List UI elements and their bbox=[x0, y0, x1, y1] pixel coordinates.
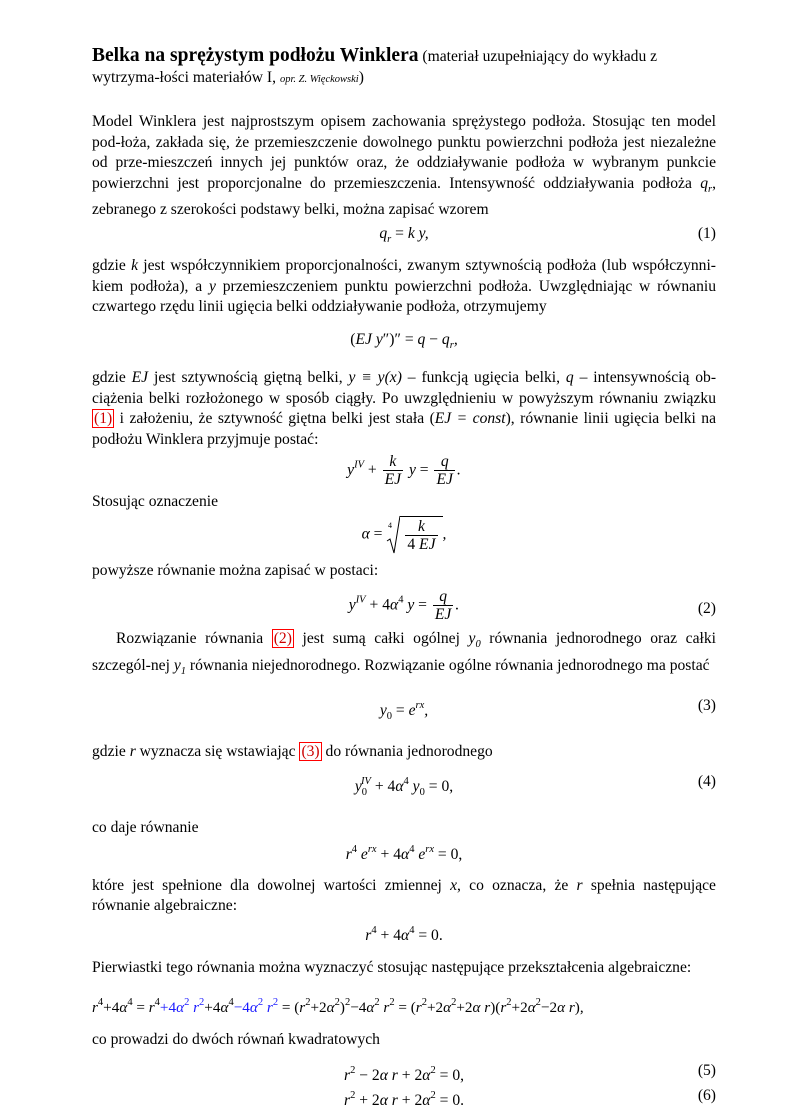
symbol-ej: EJ bbox=[131, 369, 149, 386]
paragraph-intro bbox=[92, 112, 716, 221]
equation-ref-link[interactable]: (2) bbox=[273, 630, 292, 647]
paragraph-text: , zebranego z szerokości podstawy belki, można zapisać wzorem bbox=[92, 174, 716, 218]
equation-char: $r^4$ $e^{rx} + 4\alpha^4$ $e^{rx} = 0$, bbox=[345, 844, 463, 863]
paragraph-9 bbox=[92, 876, 716, 917]
equation-number: (2) bbox=[697, 600, 716, 617]
equation-transform: $r^4+4\alpha^4 = r^4+4\alpha^2$ $r^2+4\alpha^4-4\alpha^2$ $r^2 = (r^2+2\alpha^2)^2-4\alpha^2$ $r^2 = (r^2+2\alpha^2+2\alpha$ $r)(r^2+2\alpha^2-2\alpha$ r), bbox=[92, 996, 584, 1016]
symbol-r: r bbox=[576, 876, 583, 894]
paragraph-10: Pierwiastki tego równania można wyznaczyć stosując następujące przekształcenia algebraiczne: bbox=[92, 959, 692, 976]
text: przemieszczeniem punktu powierzchni podłoża. Uwzględniając w równaniu czwartego rzędu linii ugięcia belki oddziaływanie podłoża, otrzymujemy bbox=[92, 277, 716, 315]
symbol-y: y bbox=[208, 277, 216, 295]
symbol-sub: r bbox=[708, 183, 713, 195]
document-page bbox=[92, 46, 716, 1112]
symbol-r: r bbox=[129, 742, 136, 760]
equation-6: $r^2 + 2\alpha$ $r + 2\alpha^2 = 0$. (6) bbox=[343, 1087, 716, 1109]
equation-ref-link[interactable]: (3) bbox=[301, 742, 320, 760]
equation-number: (1) bbox=[697, 224, 716, 242]
symbol-k: k bbox=[131, 257, 138, 274]
text: ), równanie linii ugięcia belki na podłożu Winklera przyjmuje postać: bbox=[92, 410, 717, 448]
equation-number: (5) bbox=[697, 1061, 716, 1079]
paragraph-4: Stosując oznaczenie bbox=[92, 493, 218, 510]
equation-number: (6) bbox=[697, 1087, 716, 1104]
text: Rozwiązanie równania bbox=[116, 630, 264, 647]
page-title: Belka na sprężystym podłożu Winklera bbox=[92, 45, 419, 66]
equation-alpha: α = 4 $\frac{k}{4 EJ}$ , bbox=[92, 515, 716, 555]
equation-algebraic: $r^4 + 4\alpha^4 = 0$. bbox=[365, 924, 443, 944]
equation-2: $y^{IV} + 4\alpha^4$ y = $\frac{q}{EJ}$ . (2) bbox=[348, 588, 716, 623]
paragraph-text: Model Winklera jest najprostszym opisem zachowania sprężystego podłoża. Stosując ten model pod-łoża, zakłada się, że przemieszczenie dowolnego punktu powierzchni podłoża jest niezależne od prze-mieszczeń innych jej punktów oraz, że oddziaływanie podłoża w wybranym punkcie powierzchni jest proporcjonalne do przemieszczenia. Intensywność oddziaływania podłoża bbox=[92, 113, 716, 192]
equation-1: $q_r = k$ y, (1) bbox=[379, 224, 716, 245]
equation-5: $r^2 - 2\alpha$ $r + 2\alpha^2 = 0$, (5) bbox=[343, 1061, 716, 1084]
title-block bbox=[92, 46, 716, 90]
text: spełnia następujące równanie algebraiczne: bbox=[92, 876, 716, 914]
symbol-sub: 1 bbox=[180, 665, 187, 677]
text: równania niejednorodnego. Rozwiązanie ogólne równania jednorodnego ma postać bbox=[189, 656, 710, 674]
text: gdzie bbox=[92, 257, 126, 274]
equation-number: (3) bbox=[697, 697, 716, 714]
paragraph-8: co daje równanie bbox=[92, 818, 199, 836]
symbol-sub: 0 bbox=[475, 639, 481, 650]
text: jest współczynnikiem proporcjonalności, zwanym sztywnością podłoża (lub współczynni-kiem podłoża), a bbox=[92, 257, 716, 295]
author: opr. Z. Więckowski bbox=[279, 73, 359, 85]
symbol-y0: y bbox=[468, 630, 476, 647]
symbol-y1: y bbox=[173, 656, 181, 674]
paragraph-3 bbox=[92, 368, 716, 450]
subtitle: (materiał uzupełniający do wykładu z wytrzyma-łości materiałów I, bbox=[92, 48, 658, 86]
text: , co oznacza, że bbox=[457, 876, 569, 894]
equation-4: $y_0^{IV} + 4\alpha^4$ $y_0 = 0$, (4) bbox=[354, 773, 716, 798]
text: i założeniu, że sztywność giętna belki jest stała ( bbox=[119, 410, 435, 427]
paragraph-5: powyższe równanie można zapisać w postaci: bbox=[92, 561, 379, 579]
equation-ref-link[interactable]: (1) bbox=[94, 410, 113, 427]
svg-text:4: 4 bbox=[388, 520, 393, 530]
equation-beam: (EJ $y'')'' = q - q_r$, bbox=[350, 330, 458, 351]
paragraph-7 bbox=[92, 742, 716, 763]
text: do równania jednorodnego bbox=[325, 742, 493, 760]
text: gdzie bbox=[92, 742, 126, 760]
text: – intensywnością ob-ciążenia belki rozłożonego w sposób ciągły. Po uwzględnieniu w powyższym równaniu związku bbox=[92, 369, 717, 407]
text: jest sztywnością giętną belki, bbox=[153, 369, 343, 386]
symbol-q: q bbox=[565, 369, 574, 386]
subtitle-close: ) bbox=[358, 68, 364, 86]
paragraph-11: co prowadzi do dwóch równań kwadratowych bbox=[92, 1031, 380, 1048]
equation-3: $y_0 = e^{rx}$, (3) bbox=[379, 697, 716, 722]
text: które jest spełnione dla dowolnej wartości zmiennej bbox=[92, 876, 442, 894]
paragraph-2 bbox=[92, 256, 716, 318]
symbol-const: EJ = const bbox=[434, 410, 506, 427]
symbol-x: x bbox=[450, 876, 458, 894]
text: wyznacza się wstawiając bbox=[139, 742, 296, 760]
text: jest sumą całki ogólnej bbox=[302, 630, 460, 647]
equation-winkler: $y^{IV}$ + $\frac{k}{EJ}$ y = $\frac{q}{EJ}$ . bbox=[347, 453, 461, 488]
symbol-yx: y ≡ y(x) bbox=[348, 369, 402, 386]
symbol-q: q bbox=[700, 174, 708, 192]
equation-number: (4) bbox=[697, 773, 716, 790]
text: gdzie bbox=[92, 369, 126, 386]
text: równania jednorodnego oraz całki szczegól-nej bbox=[92, 630, 716, 674]
paragraph-6 bbox=[92, 629, 716, 682]
text: – funkcją ugięcia belki, bbox=[407, 369, 561, 386]
